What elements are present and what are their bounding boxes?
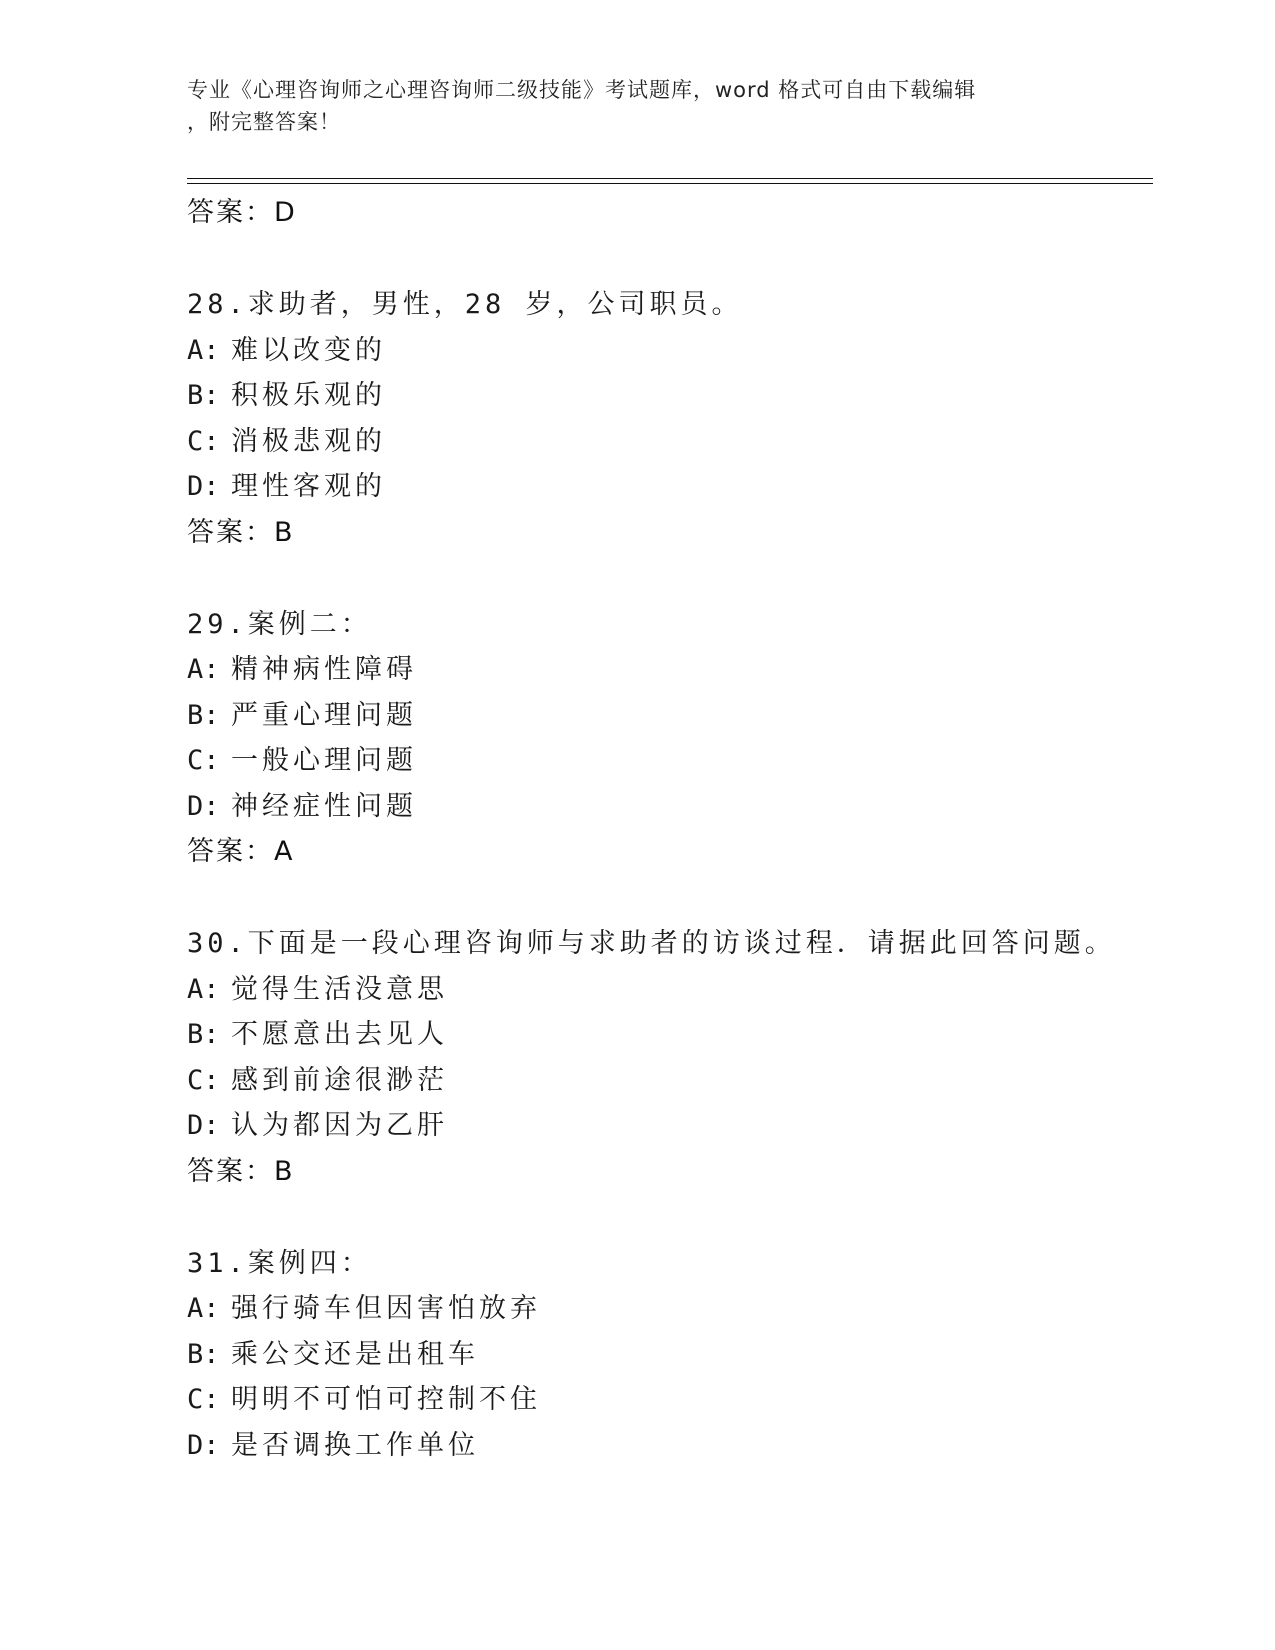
option-key: C:: [187, 745, 220, 776]
option-text: 明明不可怕可控制不住: [231, 1384, 541, 1415]
option-d: [187, 1423, 1147, 1469]
option-b: [187, 1332, 1147, 1378]
option-text: 觉得生活没意思: [231, 973, 448, 1005]
option-key: A:: [187, 334, 220, 366]
option-key: D:: [187, 790, 220, 822]
option-key: A:: [187, 1293, 220, 1324]
answer-line: 答案：B: [187, 1155, 295, 1187]
question-stem: 28.求助者，男性，28 岁，公司职员。: [187, 289, 743, 320]
option-text: 消极悲观的: [231, 425, 386, 457]
question-31: [187, 1241, 1147, 1469]
option-key: D:: [187, 1110, 220, 1141]
option-d: [187, 1103, 1147, 1149]
option-key: D:: [187, 471, 220, 502]
option-key: A:: [187, 654, 220, 685]
option-key: D:: [187, 1429, 220, 1461]
option-text: 严重心理问题: [231, 699, 417, 731]
option-d: [187, 784, 1147, 830]
question-stem: 29.案例二：: [187, 608, 372, 640]
option-text: 强行骑车但因害怕放弃: [231, 1293, 541, 1324]
answer-line: 答案：B: [187, 516, 295, 548]
header-divider-bottom: [187, 183, 1153, 184]
option-key: B:: [187, 699, 220, 731]
option-text: 积极乐观的: [231, 380, 386, 411]
question-list: [187, 190, 1147, 1468]
answer-line: 答案：D: [187, 197, 297, 228]
option-text: 是否调换工作单位: [231, 1429, 479, 1461]
question-stem: 30.下面是一段心理咨询师与求助者的访谈过程．请据此回答问题。: [187, 928, 1116, 959]
question-28: [187, 282, 1147, 555]
option-a: [187, 1286, 1147, 1332]
option-text: 不愿意出去见人: [231, 1019, 448, 1050]
option-d: [187, 464, 1147, 510]
option-key: C:: [187, 425, 220, 457]
header-title-line-2: ，附完整答案！: [187, 110, 341, 134]
option-c: [187, 738, 1147, 784]
option-key: B:: [187, 1019, 220, 1050]
option-key: C:: [187, 1064, 220, 1096]
option-c: [187, 1058, 1147, 1104]
option-key: B:: [187, 1338, 220, 1370]
option-a: [187, 328, 1147, 374]
option-text: 认为都因为乙肝: [231, 1110, 448, 1141]
option-text: 一般心理问题: [231, 745, 417, 776]
option-c: [187, 1377, 1147, 1423]
option-b: [187, 1012, 1147, 1058]
document-header: [187, 74, 1087, 138]
option-text: 难以改变的: [231, 334, 386, 366]
option-text: 精神病性障碍: [231, 654, 417, 685]
option-key: A:: [187, 973, 220, 1005]
option-c: [187, 419, 1147, 465]
answer-line: 答案：A: [187, 836, 295, 867]
header-title-line-1: 专业《心理咨询师之心理咨询师二级技能》考试题库，word 格式可自由下载编辑: [187, 78, 977, 102]
option-text: 神经症性问题: [231, 790, 417, 822]
question-30: [187, 921, 1147, 1194]
option-key: C:: [187, 1384, 220, 1415]
option-text: 乘公交还是出租车: [231, 1338, 479, 1370]
question-stem: 31.案例四：: [187, 1247, 372, 1279]
option-key: B:: [187, 380, 220, 411]
header-divider-top: [187, 178, 1153, 179]
option-b: [187, 373, 1147, 419]
option-text: 理性客观的: [231, 471, 386, 502]
option-b: [187, 693, 1147, 739]
option-a: [187, 967, 1147, 1013]
question-29: [187, 602, 1147, 875]
option-text: 感到前途很渺茫: [231, 1064, 448, 1096]
option-a: [187, 647, 1147, 693]
